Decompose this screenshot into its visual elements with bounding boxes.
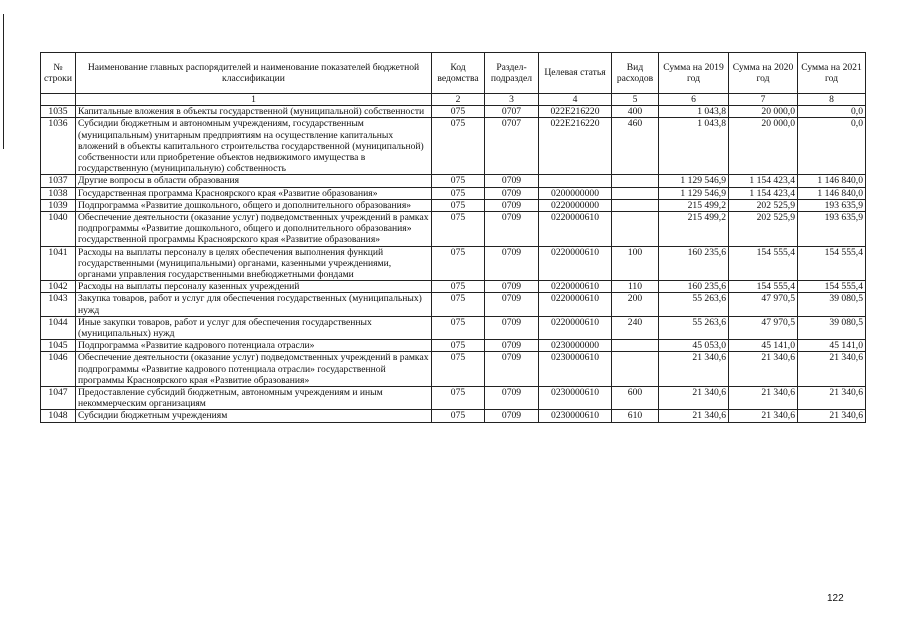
department-code-cell: 075 <box>432 293 485 316</box>
sum-2019-cell: 45 053,0 <box>659 340 729 352</box>
table-row <box>41 199 866 211</box>
sum-2020-cell: 20 000,0 <box>729 106 798 118</box>
section-cell: 0709 <box>485 293 539 316</box>
department-code-cell: 075 <box>432 118 485 175</box>
department-code-cell: 075 <box>432 175 485 187</box>
sum-2020-cell: 1 154 423,4 <box>729 175 798 187</box>
name-cell: Иные закупки товаров, работ и услуг для обеспечения государственных (муниципальных) нужд <box>76 316 432 339</box>
expense-type-cell: 400 <box>612 106 659 118</box>
sum-2021-cell: 154 555,4 <box>798 281 866 293</box>
column-number: 3 <box>485 94 539 106</box>
column-number: 8 <box>798 94 866 106</box>
row-number-cell: 1045 <box>41 340 76 352</box>
department-code-cell: 075 <box>432 106 485 118</box>
section-cell: 0709 <box>485 199 539 211</box>
section-cell: 0707 <box>485 106 539 118</box>
header-row <box>41 53 866 94</box>
table-row <box>41 175 866 187</box>
col-header-target-article: Целевая статья <box>539 53 612 94</box>
sum-2019-cell: 215 499,2 <box>659 212 729 247</box>
row-number-cell: 1036 <box>41 118 76 175</box>
sum-2020-cell: 20 000,0 <box>729 118 798 175</box>
name-cell: Субсидии бюджетным учреждениям <box>76 410 432 422</box>
column-number-row <box>41 94 866 106</box>
sum-2020-cell: 45 141,0 <box>729 340 798 352</box>
target-article-cell <box>539 175 612 187</box>
target-article-cell: 0220000610 <box>539 246 612 281</box>
sum-2019-cell: 21 340,6 <box>659 352 729 387</box>
department-code-cell: 075 <box>432 387 485 410</box>
row-number-cell: 1035 <box>41 106 76 118</box>
sum-2021-cell: 1 146 840,0 <box>798 187 866 199</box>
expense-type-cell <box>612 175 659 187</box>
sum-2021-cell: 39 080,5 <box>798 316 866 339</box>
sum-2019-cell: 160 235,6 <box>659 246 729 281</box>
col-header-sum-2020: Сумма на 2020 год <box>729 53 798 94</box>
target-article-cell: 0220000000 <box>539 199 612 211</box>
target-article-cell: 0230000610 <box>539 352 612 387</box>
margin-line <box>3 14 4 149</box>
sum-2020-cell: 1 154 423,4 <box>729 187 798 199</box>
row-number-cell: 1041 <box>41 246 76 281</box>
section-cell: 0709 <box>485 187 539 199</box>
sum-2020-cell: 154 555,4 <box>729 246 798 281</box>
table-row <box>41 352 866 387</box>
row-number-cell: 1047 <box>41 387 76 410</box>
department-code-cell: 075 <box>432 246 485 281</box>
expense-type-cell <box>612 352 659 387</box>
sum-2020-cell: 202 525,9 <box>729 212 798 247</box>
col-header-department-code: Код ведомства <box>432 53 485 94</box>
target-article-cell: 0200000000 <box>539 187 612 199</box>
column-number: 7 <box>729 94 798 106</box>
sum-2020-cell: 21 340,6 <box>729 387 798 410</box>
department-code-cell: 075 <box>432 410 485 422</box>
target-article-cell: 0230000000 <box>539 340 612 352</box>
sum-2021-cell: 39 080,5 <box>798 293 866 316</box>
col-header-sum-2021: Сумма на 2021 год <box>798 53 866 94</box>
name-cell: Государственная программа Красноярского края «Развитие образования» <box>76 187 432 199</box>
column-number: 2 <box>432 94 485 106</box>
expense-type-cell: 240 <box>612 316 659 339</box>
sum-2019-cell: 21 340,6 <box>659 387 729 410</box>
table-row <box>41 118 866 175</box>
col-header-name: Наименование главных распорядителей и наименование показателей бюджетной классификации <box>76 53 432 94</box>
expense-type-cell <box>612 199 659 211</box>
name-cell: Обеспечение деятельности (оказание услуг) подведомственных учреждений в рамках подпрограммы «Развитие кадрового потенциала отрасли» государственной программы Красноярского края «Развитие образования» <box>76 352 432 387</box>
row-number-cell: 1037 <box>41 175 76 187</box>
department-code-cell: 075 <box>432 340 485 352</box>
name-cell: Капитальные вложения в объекты государственной (муниципальной) собственности <box>76 106 432 118</box>
section-cell: 0709 <box>485 281 539 293</box>
col-header-sum-2019: Сумма на 2019 год <box>659 53 729 94</box>
column-number: 6 <box>659 94 729 106</box>
expense-type-cell: 600 <box>612 387 659 410</box>
department-code-cell: 075 <box>432 212 485 247</box>
expense-type-cell <box>612 340 659 352</box>
section-cell: 0709 <box>485 410 539 422</box>
sum-2020-cell: 21 340,6 <box>729 410 798 422</box>
table-body <box>41 106 866 422</box>
sum-2020-cell: 202 525,9 <box>729 199 798 211</box>
sum-2020-cell: 154 555,4 <box>729 281 798 293</box>
target-article-cell: 0230000610 <box>539 387 612 410</box>
row-number-cell: 1042 <box>41 281 76 293</box>
target-article-cell: 022E216220 <box>539 106 612 118</box>
table-row <box>41 293 866 316</box>
table-row <box>41 340 866 352</box>
sum-2021-cell: 1 146 840,0 <box>798 175 866 187</box>
name-cell: Подпрограмма «Развитие дошкольного, общего и дополнительного образования» <box>76 199 432 211</box>
section-cell: 0709 <box>485 175 539 187</box>
col-header-expense-type: Вид расходов <box>612 53 659 94</box>
name-cell: Субсидии бюджетным и автономным учреждениям, государственным (муниципальным) унитарным предприятиям на осуществление капитальных вложений в объекты капитального строительства государственной (муниципальной) собственности или приобретение объектов недвижимого имущества в государственную (муниципальную) собственность <box>76 118 432 175</box>
expense-type-cell: 460 <box>612 118 659 175</box>
row-number-cell: 1043 <box>41 293 76 316</box>
name-cell: Предоставление субсидий бюджетным, автономным учреждениям и иным некоммерческим организациям <box>76 387 432 410</box>
section-cell: 0707 <box>485 118 539 175</box>
target-article-cell: 0220000610 <box>539 316 612 339</box>
table-row <box>41 246 866 281</box>
column-number: 4 <box>539 94 612 106</box>
expense-type-cell: 200 <box>612 293 659 316</box>
sum-2021-cell: 0,0 <box>798 118 866 175</box>
section-cell: 0709 <box>485 246 539 281</box>
target-article-cell: 0220000610 <box>539 293 612 316</box>
sum-2021-cell: 0,0 <box>798 106 866 118</box>
expense-type-cell: 110 <box>612 281 659 293</box>
sum-2021-cell: 21 340,6 <box>798 387 866 410</box>
sum-2021-cell: 21 340,6 <box>798 352 866 387</box>
name-cell: Расходы на выплаты персоналу казенных учреждений <box>76 281 432 293</box>
row-number-cell: 1040 <box>41 212 76 247</box>
name-cell: Расходы на выплаты персоналу в целях обеспечения выполнения функций государственными (муниципальными) органами, казенными учреждениями, органами управления государственными внебюджетными фондами <box>76 246 432 281</box>
table-row <box>41 316 866 339</box>
sum-2019-cell: 1 043,8 <box>659 118 729 175</box>
row-number-cell: 1039 <box>41 199 76 211</box>
name-cell: Другие вопросы в области образования <box>76 175 432 187</box>
sum-2019-cell: 1 129 546,9 <box>659 175 729 187</box>
table-row <box>41 212 866 247</box>
sum-2021-cell: 21 340,6 <box>798 410 866 422</box>
department-code-cell: 075 <box>432 187 485 199</box>
row-number-cell: 1048 <box>41 410 76 422</box>
sum-2019-cell: 1 043,8 <box>659 106 729 118</box>
target-article-cell: 0220000610 <box>539 212 612 247</box>
table-row <box>41 281 866 293</box>
sum-2021-cell: 45 141,0 <box>798 340 866 352</box>
sum-2021-cell: 154 555,4 <box>798 246 866 281</box>
row-number-cell: 1046 <box>41 352 76 387</box>
name-cell: Подпрограмма «Развитие кадрового потенциала отрасли» <box>76 340 432 352</box>
expense-type-cell <box>612 212 659 247</box>
sum-2019-cell: 160 235,6 <box>659 281 729 293</box>
section-cell: 0709 <box>485 316 539 339</box>
sum-2020-cell: 21 340,6 <box>729 352 798 387</box>
budget-table <box>40 52 866 423</box>
expense-type-cell <box>612 187 659 199</box>
department-code-cell: 075 <box>432 352 485 387</box>
sum-2019-cell: 55 263,6 <box>659 316 729 339</box>
section-cell: 0709 <box>485 352 539 387</box>
department-code-cell: 075 <box>432 281 485 293</box>
sum-2019-cell: 21 340,6 <box>659 410 729 422</box>
table-row <box>41 187 866 199</box>
column-number <box>41 94 76 106</box>
expense-type-cell: 610 <box>612 410 659 422</box>
column-number: 1 <box>76 94 432 106</box>
name-cell: Обеспечение деятельности (оказание услуг) подведомственных учреждений в рамках подпрограммы «Развитие дошкольного, общего и дополнительного образования» государственной программы Красноярского края «Развитие образования» <box>76 212 432 247</box>
section-cell: 0709 <box>485 212 539 247</box>
sum-2019-cell: 1 129 546,9 <box>659 187 729 199</box>
row-number-cell: 1044 <box>41 316 76 339</box>
sum-2020-cell: 47 970,5 <box>729 293 798 316</box>
target-article-cell: 022E216220 <box>539 118 612 175</box>
sum-2021-cell: 193 635,9 <box>798 212 866 247</box>
sum-2020-cell: 47 970,5 <box>729 316 798 339</box>
col-header-row-number: № строки <box>41 53 76 94</box>
table-row <box>41 106 866 118</box>
target-article-cell: 0230000610 <box>539 410 612 422</box>
column-number: 5 <box>612 94 659 106</box>
sum-2021-cell: 193 635,9 <box>798 199 866 211</box>
row-number-cell: 1038 <box>41 187 76 199</box>
name-cell: Закупка товаров, работ и услуг для обеспечения государственных (муниципальных) нужд <box>76 293 432 316</box>
page-number: 122 <box>827 593 844 604</box>
sum-2019-cell: 215 499,2 <box>659 199 729 211</box>
section-cell: 0709 <box>485 387 539 410</box>
target-article-cell: 0220000610 <box>539 281 612 293</box>
sum-2019-cell: 55 263,6 <box>659 293 729 316</box>
table-row <box>41 410 866 422</box>
department-code-cell: 075 <box>432 316 485 339</box>
table-row <box>41 387 866 410</box>
expense-type-cell: 100 <box>612 246 659 281</box>
col-header-section: Раздел-подраздел <box>485 53 539 94</box>
department-code-cell: 075 <box>432 199 485 211</box>
section-cell: 0709 <box>485 340 539 352</box>
